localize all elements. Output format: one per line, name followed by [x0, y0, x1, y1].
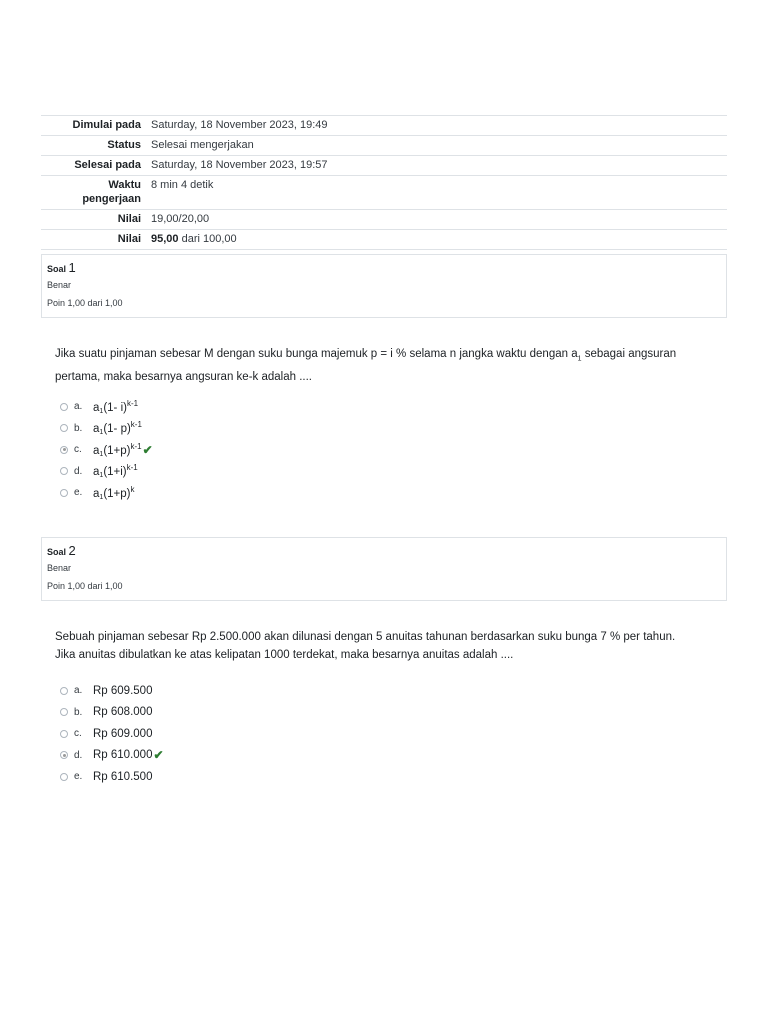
grade-label: Nilai	[41, 230, 151, 250]
option-letter: a.	[74, 685, 83, 697]
summary-row-started	[41, 116, 727, 136]
time-label-line2: pengerjaan	[82, 193, 141, 205]
grade-value-rest: dari 100,00	[178, 233, 237, 245]
question-2-state: Benar	[47, 563, 72, 573]
question-2-number	[47, 543, 76, 558]
started-value: Saturday, 18 November 2023, 19:49	[151, 116, 727, 136]
question-2-grade: Poin 1,00 dari 1,00	[47, 581, 123, 591]
question-2-text	[55, 628, 715, 664]
grade-value	[151, 230, 727, 250]
option-body: (1+p)	[103, 444, 131, 457]
radio-button[interactable]	[60, 467, 68, 475]
option-letter: a.	[74, 401, 83, 413]
option-letter: e.	[74, 771, 83, 783]
option-text	[93, 485, 134, 501]
check-icon: ✔	[153, 748, 164, 763]
option-sub: 1	[99, 429, 104, 437]
option-letter: c.	[74, 728, 82, 740]
question-2-option-d[interactable]	[60, 745, 164, 767]
option-text: Rp 609.500	[93, 684, 153, 697]
radio-button-selected[interactable]	[60, 446, 68, 454]
option-letter: d.	[74, 465, 83, 477]
option-sup: k-1	[126, 398, 139, 408]
radio-button[interactable]	[60, 687, 68, 695]
option-sup: k-1	[130, 420, 142, 430]
question-1-grade: Poin 1,00 dari 1,00	[47, 298, 123, 308]
radio-button[interactable]	[60, 403, 68, 411]
option-body: (1- i)	[103, 401, 127, 414]
question-1-option-d[interactable]	[60, 461, 153, 483]
question-2-answers	[60, 680, 164, 788]
state-label: Status	[41, 136, 151, 156]
option-base: a	[93, 423, 100, 436]
question-1-text-part2: sebagai angsuran pertama, maka besarnya angsuran ke-k adalah ....	[55, 348, 677, 384]
question-1-text-sub: 1	[577, 355, 582, 363]
started-label: Dimulai pada	[41, 116, 151, 136]
summary-row-grade	[41, 230, 727, 250]
option-letter: c.	[74, 444, 82, 456]
option-text	[93, 399, 138, 415]
option-base: a	[93, 466, 100, 479]
question-2-option-c[interactable]	[60, 723, 164, 745]
time-label	[41, 176, 151, 210]
question-2-num: 2	[68, 543, 76, 558]
quiz-review-summary	[41, 115, 727, 250]
radio-button[interactable]	[60, 708, 68, 716]
option-letter: b.	[74, 422, 83, 434]
check-icon: ✔	[142, 442, 153, 457]
option-text	[93, 420, 142, 436]
question-1-option-c[interactable]	[60, 439, 153, 461]
marks-label: Nilai	[41, 210, 151, 230]
option-sub: 1	[99, 407, 104, 415]
question-2-option-a[interactable]	[60, 680, 164, 702]
option-text: Rp 610.500	[93, 770, 153, 783]
question-1-answers	[60, 396, 153, 504]
option-text: Rp 608.000	[93, 706, 153, 719]
option-base: a	[93, 401, 100, 414]
question-1-number	[47, 260, 76, 275]
question-1-option-b[interactable]	[60, 418, 153, 440]
option-sub: 1	[99, 450, 104, 458]
option-letter: d.	[74, 749, 83, 761]
option-sub: 1	[99, 493, 104, 501]
radio-button[interactable]	[60, 730, 68, 738]
radio-button[interactable]	[60, 773, 68, 781]
question-2-text-line2: Jika anuitas dibulatkan ke atas kelipatan 1000 terdekat, maka besarnya anuitas adalah ....	[55, 649, 514, 661]
option-text	[93, 463, 138, 479]
summary-row-marks	[41, 210, 727, 230]
question-2-option-b[interactable]	[60, 702, 164, 724]
completed-label: Selesai pada	[41, 156, 151, 176]
question-1-info	[41, 254, 727, 318]
question-1-label: Soal	[47, 264, 67, 274]
question-1-state: Benar	[47, 280, 72, 290]
grade-value-bold: 95,00	[151, 233, 179, 245]
question-2-text-line1: Sebuah pinjaman sebesar Rp 2.500.000 akan dilunasi dengan 5 anuitas tahunan berdasarkan suku bunga 7 % per tahun.	[55, 631, 676, 643]
radio-button[interactable]	[60, 424, 68, 432]
time-label-line1: Waktu	[108, 179, 141, 191]
question-1-option-e[interactable]	[60, 482, 153, 504]
option-sub: 1	[99, 472, 104, 480]
question-1-num: 1	[68, 260, 76, 275]
radio-button-selected[interactable]	[60, 751, 68, 759]
question-1-text	[55, 345, 715, 386]
option-base: a	[93, 444, 100, 457]
summary-row-completed	[41, 156, 727, 176]
question-1-text-part1: Jika suatu pinjaman sebesar M dengan suku bunga majemuk p = i % selama n jangka waktu dengan a	[55, 348, 578, 360]
state-value: Selesai mengerjakan	[151, 136, 727, 156]
marks-value: 19,00/20,00	[151, 210, 727, 230]
option-letter: e.	[74, 487, 83, 499]
option-body: (1+i)	[103, 466, 127, 479]
option-text: Rp 609.000	[93, 727, 153, 740]
option-sup: k-1	[126, 463, 138, 473]
summary-row-state	[41, 136, 727, 156]
question-2-option-e[interactable]	[60, 766, 164, 788]
option-base: a	[93, 487, 100, 500]
completed-value: Saturday, 18 November 2023, 19:57	[151, 156, 727, 176]
option-body: (1- p)	[103, 423, 131, 436]
question-2-info	[41, 537, 727, 601]
option-letter: b.	[74, 706, 83, 718]
option-sup: k	[130, 484, 135, 494]
question-2-label: Soal	[47, 547, 67, 557]
radio-button[interactable]	[60, 489, 68, 497]
question-1-option-a[interactable]	[60, 396, 153, 418]
option-text: Rp 610.000	[93, 749, 153, 762]
summary-row-time	[41, 176, 727, 210]
option-sup: k-1	[130, 441, 142, 451]
option-body: (1+p)	[103, 487, 131, 500]
time-value: 8 min 4 detik	[151, 176, 727, 210]
option-text	[93, 442, 142, 458]
